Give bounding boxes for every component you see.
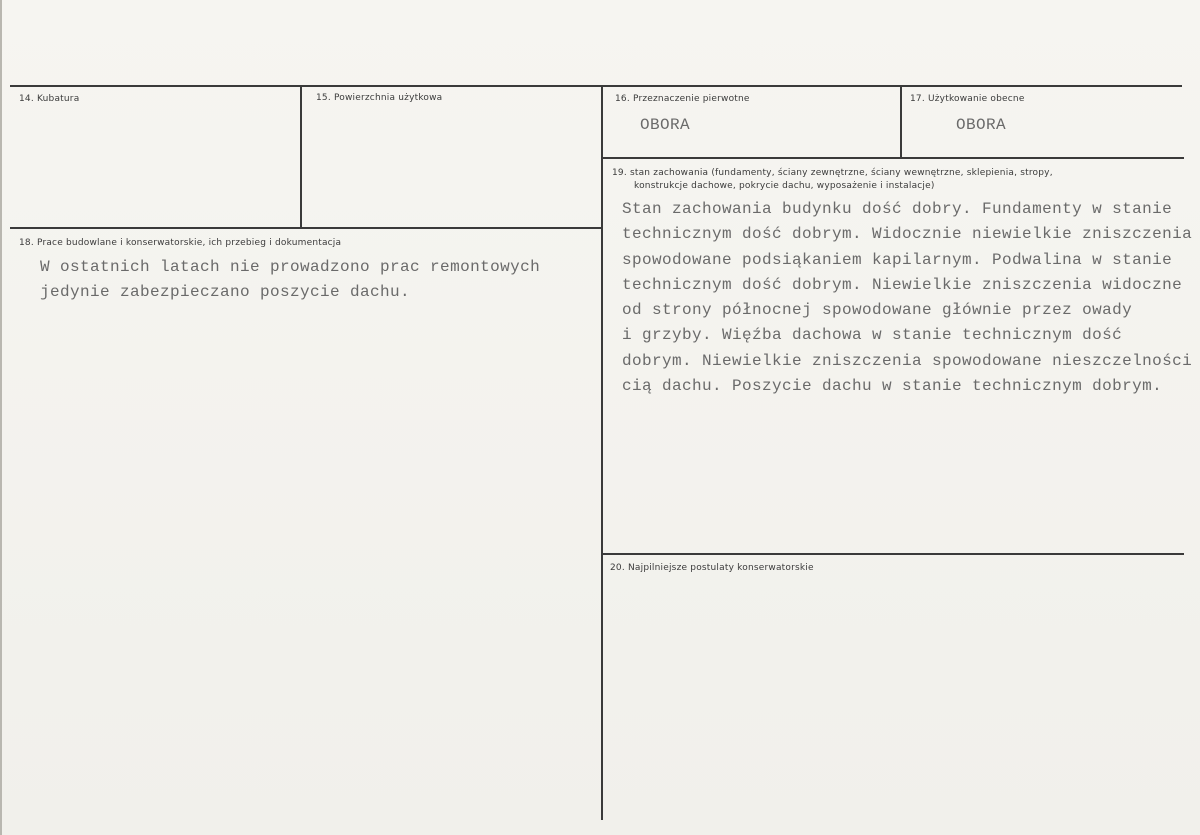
field-19-line: Stan zachowania budynku dość dobry. Fundamenty w stanie (622, 200, 1173, 218)
field-16-value: OBORA (640, 116, 691, 134)
field-19-line: technicznym dość dobrym. Niewielkie zniszczenia widoczne (622, 275, 1183, 294)
field-17-value: OBORA (956, 116, 1007, 134)
field-18-label: 18. Prace budowlane i konserwatorskie, ich przebieg i dokumentacja (19, 238, 342, 248)
top-rule (10, 85, 1182, 87)
field-18-text (40, 255, 540, 306)
field-19-line: technicznym dość dobrym. Widocznie niewielkie zniszczenia (622, 225, 1193, 244)
field-19-line: spowodowane podsiąkaniem kapilarnym. Podwalina w stanie (622, 250, 1173, 269)
field-14-label: 14. Kubatura (19, 94, 80, 104)
rule-under-16-17 (602, 157, 1184, 159)
field-17-label: 17. Użytkowanie obecne (910, 94, 1025, 104)
divider-14-15 (300, 87, 302, 228)
field-20-label: 20. Najpilniejsze postulaty konserwatorskie (610, 563, 814, 573)
rule-above-20 (602, 553, 1184, 555)
field-15-label: 15. Powierzchnia użytkowa (316, 93, 443, 103)
field-19-line: dobrym. Niewielkie zniszczenia spowodowane nieszczelności (622, 351, 1193, 370)
field-16-label: 16. Przeznaczenie pierwotne (615, 94, 750, 104)
field-19-line: i grzyby. Więźba dachowa w stanie technicznym dość (622, 326, 1123, 345)
field-19-text (622, 197, 1192, 399)
field-19-label-cont: konstrukcje dachowe, pokrycie dachu, wyposażenie i instalacje) (634, 181, 935, 191)
center-divider (601, 87, 603, 820)
divider-16-17 (900, 87, 902, 158)
rule-under-14-15 (10, 227, 602, 229)
field-19-label: 19. stan zachowania (fundamenty, ściany zewnętrzne, ściany wewnętrzne, sklepienia, stropy, (612, 168, 1053, 178)
field-19-line: cią dachu. Poszycie dachu w stanie technicznym dobrym. (622, 377, 1163, 396)
field-19-line: od strony północnej spowodowane głównie przez owady (622, 301, 1133, 320)
field-18-line: W ostatnich latach nie prowadzono prac remontowych (40, 258, 541, 276)
field-18-line: jedynie zabezpieczano poszycie dachu. (40, 283, 411, 302)
